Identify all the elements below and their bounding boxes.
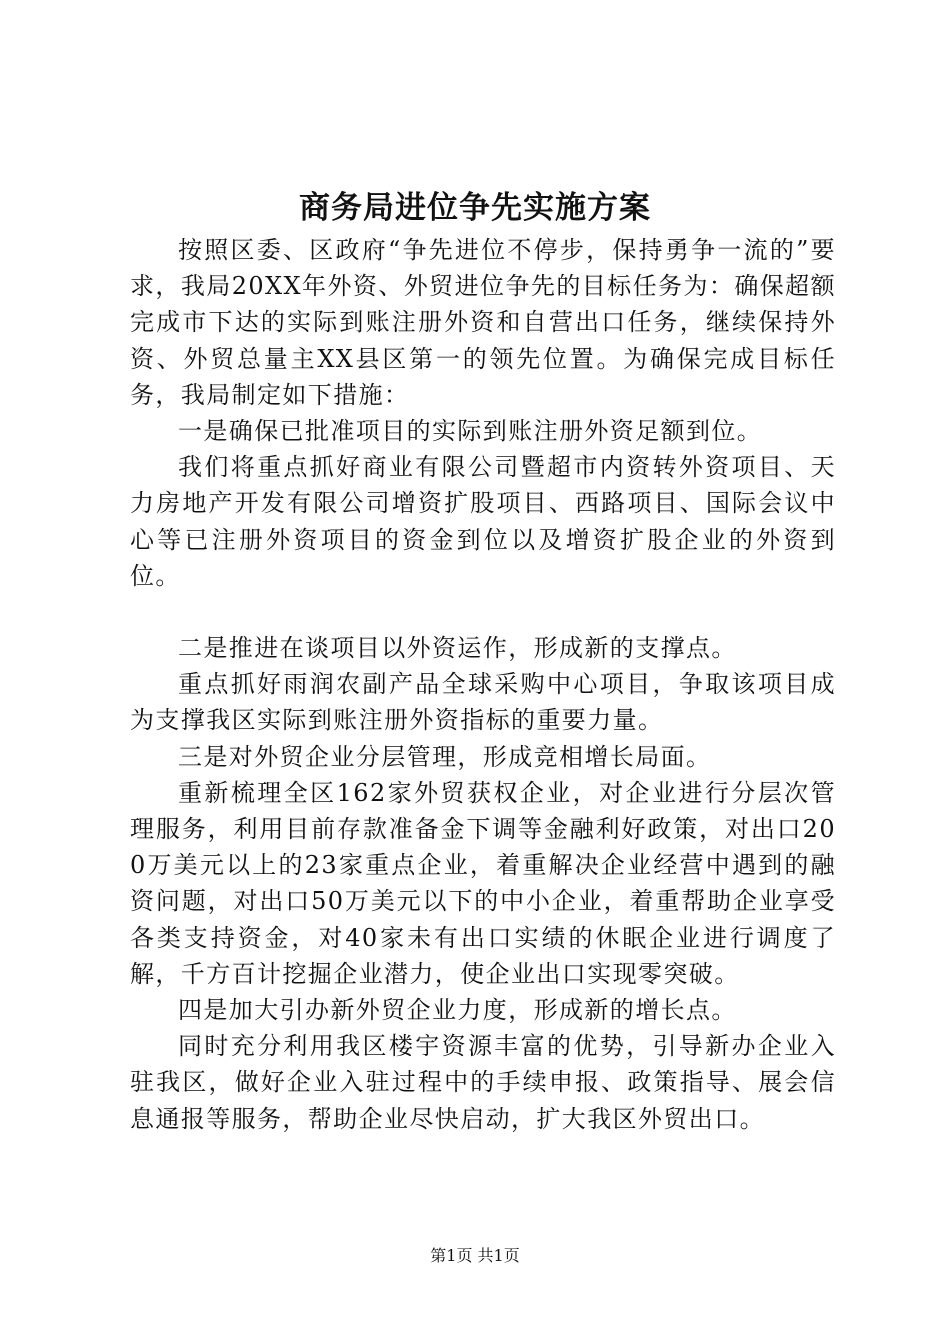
measure-1-paragraph: 我们将重点抓好商业有限公司暨超市内资转外资项目、天力房地产开发有限公司增资扩股项目、西路项目、国际会议中心等已注册外资项目的资金到位以及增资扩股企业的外资到位。	[130, 453, 836, 590]
page-number: 第1页 共1页	[430, 1246, 520, 1265]
document-title: 商务局进位争先实施方案	[299, 190, 651, 226]
measure-3-heading: 三是对外贸企业分层管理，形成竞相增长局面。	[178, 742, 712, 771]
measure-4-paragraph: 同时充分利用我区楼宇资源丰富的优势，引导新办企业入驻我区，做好企业入驻过程中的手续申报、政策指导、展会信息通报等服务，帮助企业尽快启动，扩大我区外贸出口。	[130, 1032, 836, 1133]
intro-paragraph: 按照区委、区政府“争先进位不停步，保持勇争一流的”要求，我局20XX年外资、外贸进位争先的目标任务为：确保超额完成市下达的实际到账注册外资和自营出口任务，继续保持外资、外贸总量主XX县区第一的领先位置。为确保完成目标任务，我局制定如下措施：	[130, 236, 836, 409]
measure-2-paragraph: 重点抓好雨润农副产品全球采购中心项目，争取该项目成为支撑我区实际到账注册外资指标的重要力量。	[130, 670, 836, 735]
measure-3-paragraph: 重新梳理全区162家外贸获权企业，对企业进行分层次管理服务，利用目前存款准备金下调等金融利好政策，对出口200万美元以上的23家重点企业，着重解决企业经营中遇到的融资问题，对出口50万美元以下的中小企业，着重帮助企业享受各类支持资金，对40家未有出口实绩的休眠企业进行调度了解，千方百计挖掘企业潜力，使企业出口实现零突破。	[130, 778, 836, 988]
measure-2-heading: 二是推进在谈项目以外资运作，形成新的支撑点。	[178, 634, 737, 663]
measure-4-heading: 四是加大引办新外贸企业力度，形成新的增长点。	[178, 996, 737, 1025]
measure-1-heading: 一是确保已批准项目的实际到账注册外资足额到位。	[178, 417, 763, 446]
document-body	[130, 232, 836, 1137]
